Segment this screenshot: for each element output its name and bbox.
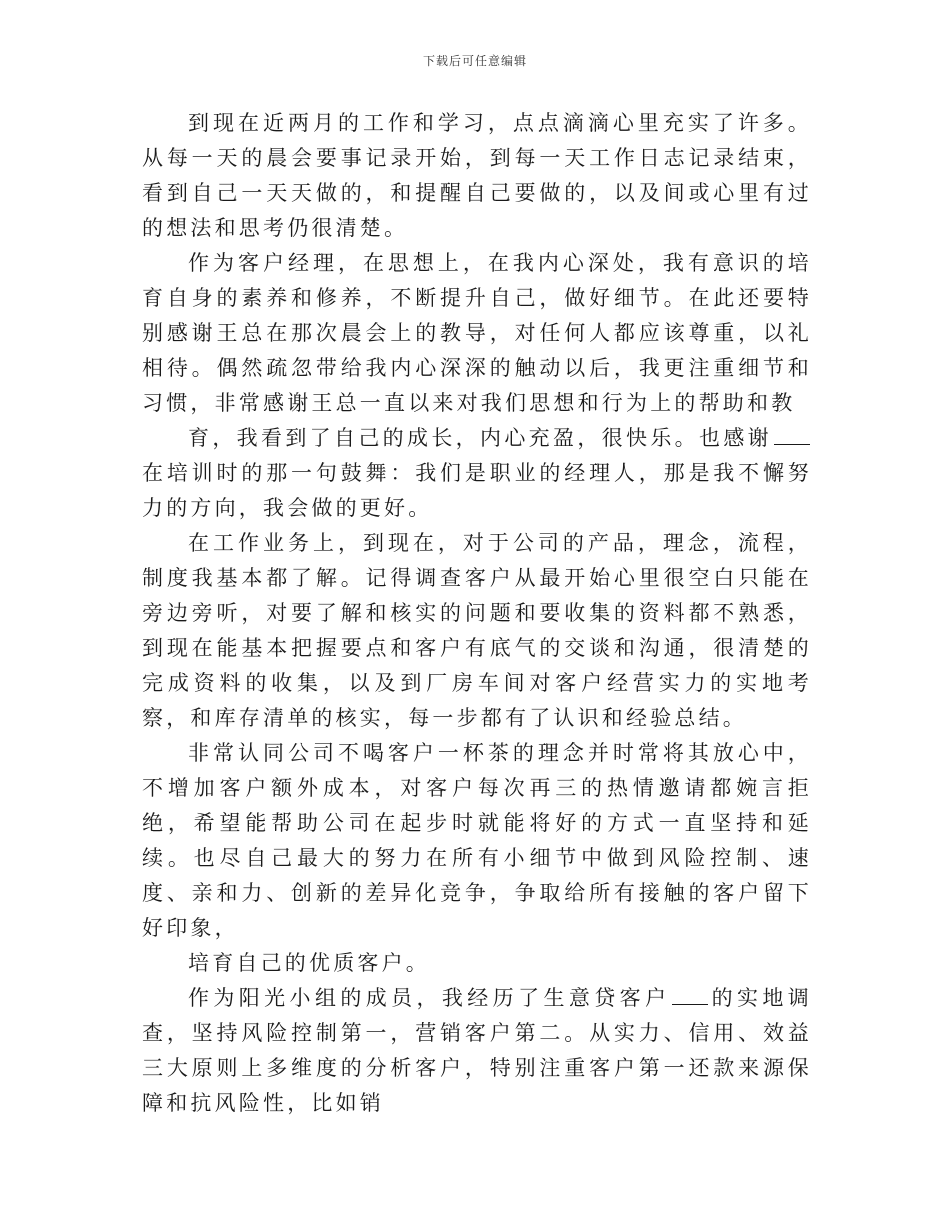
- paragraph-3-part-2: 在培训时的那一句鼓舞：我们是职业的经理人，那是我不懈努力的方向，我会做的更好。: [142, 461, 812, 520]
- paragraph-3-part-1: 育，我看到了自己的成长，内心充盈，很快乐。也感谢: [188, 426, 772, 450]
- paragraph-7: [142, 981, 812, 1121]
- paragraph-6: 培育自己的优质客户。: [188, 951, 430, 975]
- document-body: [142, 106, 812, 1121]
- fill-in-blank: [672, 986, 708, 1005]
- paragraph-1: 到现在近两月的工作和学习，点点滴滴心里充实了许多。从每一天的晨会要事记录开始，到每一天工作日志记录结束，看到自己一天天做的，和提醒自己要做的，以及间或心里有过的想法和思考仍很清楚。: [142, 111, 812, 240]
- paragraph-7-part-1: 作为阳光小组的成员，我经历了生意贷客户: [188, 986, 671, 1010]
- page-header: 下载后可任意编辑: [422, 54, 527, 68]
- paragraph-3: [142, 421, 812, 526]
- paragraph-4: 在工作业务上，到现在，对于公司的产品，理念，流程，制度我基本都了解。记得调查客户从最开始心里很空白只能在旁边旁听，对要了解和核实的问题和要收集的资料都不熟悉，到现在能基本把握要点和客户有底气的交谈和沟通，很清楚的完成资料的收集，以及到厂房车间对客户经营实力的实地考察，和库存清单的核实，每一步都有了认识和经验总结。: [142, 531, 812, 730]
- paragraph-2: 作为客户经理，在思想上，在我内心深处，我有意识的培育自身的素养和修养，不断提升自己，做好细节。在此还要特别感谢王总在那次晨会上的教导，对任何人都应该尊重，以礼相待。偶然疏忽带给我内心深深的触动以后，我更注重细节和习惯，非常感谢王总一直以来对我们思想和行为上的帮助和教: [142, 251, 812, 415]
- fill-in-blank: [774, 426, 810, 445]
- paragraph-7-part-2: 的实地调查，坚持风险控制第一，营销客户第二。从实力、信用、效益三大原则上多维度的分析客户，特别注重客户第一还款来源保障和抗风险性，比如销: [142, 986, 812, 1115]
- paragraph-5: 非常认同公司不喝客户一杯茶的理念并时常将其放心中，不增加客户额外成本，对客户每次再三的热情邀请都婉言拒绝，希望能帮助公司在起步时就能将好的方式一直坚持和延续。也尽自己最大的努力在所有小细节中做到风险控制、速度、亲和力、创新的差异化竞争，争取给所有接触的客户留下好印象，: [142, 741, 812, 940]
